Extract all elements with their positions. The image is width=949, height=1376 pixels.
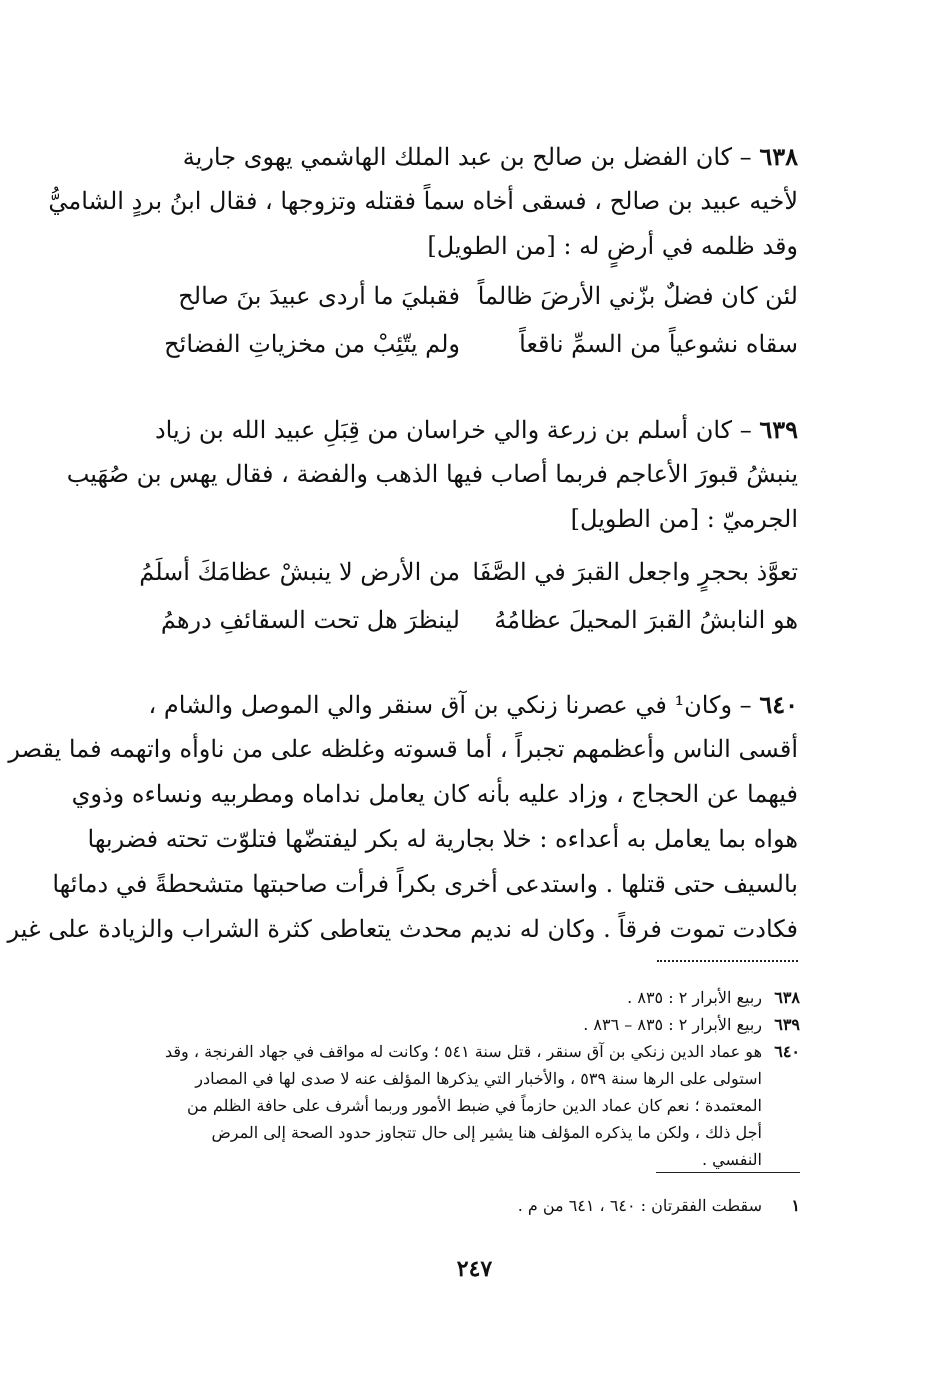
paragraph-line: فكادت تموت فرقاً . وكان له نديم محدث يتعاطى كثرة الشراب والزيادة على غير [7, 915, 798, 943]
page-number: ٢٤٧ [456, 1256, 493, 1282]
textual-apparatus [160, 1192, 800, 1219]
verse-hemistich-first: تعوَّذ بحجرٍ واجعل القبرَ في الصَّفَا [472, 558, 798, 586]
textual-note-number: ١ [791, 1196, 800, 1215]
footnote-text: هو عماد الدين زنكي بن آق سنقر ، قتل سنة ٥٤١ ؛ وكانت له مواقف في جهاد الفرنجة ، وقد استولى على الرها سنة ٥٣٩ ، والأخبار التي يذكرها المؤلف عنه لا صدى لها في المصادر المعتمدة ؛ نعم كان عماد الدين حازماً في ضبط الأمور وربما أشرف على حافة الظلم من أجل ذلك ، ولكن ما يذكره المؤلف هنا يشير إلى حال تتجاوز حدود الصحة إلى المرض النفسي . [164, 1042, 762, 1169]
verse-line [160, 606, 798, 654]
paragraph-line: ٦٣٨ – كان الفضل بن صالح بن عبد الملك الهاشمي يهوى جارية [182, 142, 798, 171]
footnote-text: ربيع الأبرار ٢ : ٨٣٥ – ٨٣٦ . [583, 1015, 762, 1034]
paragraph-line: بالسيف حتى قتلها . واستدعى أخرى بكراً فرأت صاحبتها متشحطةً في دمائها [52, 870, 798, 898]
footnote [160, 984, 800, 1011]
paragraph-line: ٦٣٩ – كان أسلم بن زرعة والي خراسان من قِبَلِ عبيد الله بن زياد [154, 415, 798, 444]
textual-note [160, 1192, 800, 1219]
paragraph-number: ٦٣٩ [759, 415, 798, 444]
verse-line [160, 330, 798, 378]
paragraph-line: ٦٤٠ – وكان¹ في عصرنا زنكي بن آق سنقر والي الموصل والشام ، [148, 690, 798, 719]
paragraph-line: أقسى الناس وأعظمهم تجبراً ، أما قسوته وغلظه على من ناوأه واتهمه فما يقصر [8, 735, 798, 763]
apparatus-separator [656, 1172, 800, 1173]
footnote-number: ٦٣٩ [774, 1015, 800, 1034]
verse-hemistich-first: سقاه نشوعياً من السمِّ ناقعاً [519, 330, 798, 358]
paragraph-number: ٦٤٠ [759, 690, 798, 719]
verse-hemistich-second: ولم يتّئِبْ من مخزياتِ الفضائح [164, 330, 460, 358]
verse-hemistich-second: لينظرَ هل تحت السقائفِ درهمُ [160, 606, 460, 634]
verse-hemistich-first: هو النابشُ القبرَ المحيلَ عظامُهُ [494, 606, 798, 634]
verse-hemistich-second: من الأرض لا ينبشْ عظامَكَ أسلَمُ [139, 558, 460, 586]
paragraph-line: هواه بما يعامل به أعداءه : خلا بجارية له بكر ليفتضّها فتلوّت تحته فضربها [87, 825, 798, 853]
footnote [160, 1011, 800, 1038]
paragraph-line: ينبشُ قبورَ الأعاجم فربما أصاب فيها الذهب والفضة ، فقال يهس بن صُهَيب [66, 460, 798, 488]
paragraph-line: فيهما عن الحجاج ، وزاد عليه بأنه كان يعامل نداماه ومطربيه ونساءه وذوي [71, 780, 798, 808]
verse-line [139, 558, 798, 606]
verse-639 [139, 558, 798, 654]
paragraph-639 [66, 407, 798, 542]
paragraph-640 [7, 682, 798, 952]
footnote-separator [657, 960, 798, 962]
paragraph-638 [48, 134, 798, 269]
footnote-text: ربيع الأبرار ٢ : ٨٣٥ . [627, 988, 762, 1007]
paragraph-line: وقد ظلمه في أرضٍ له : [من الطويل] [427, 232, 798, 260]
verse-line [160, 282, 798, 330]
verse-638 [160, 282, 798, 378]
paragraph-number: ٦٣٨ [759, 142, 798, 171]
footnote-number: ٦٣٨ [774, 988, 800, 1007]
paragraph-line: لأخيه عبيد بن صالح ، فسقى أخاه سماً فقتله وتزوجها ، فقال ابنُ بردٍ الشاميُّ [48, 187, 798, 215]
paragraph-line: الجرميّ : [من الطويل] [570, 505, 798, 533]
verse-hemistich-second: فقبليَ ما أردى عبيدَ بنَ صالح [178, 282, 460, 310]
footnotes [160, 984, 800, 1173]
footnote [160, 1038, 800, 1173]
textual-note-text: سقطت الفقرتان : ٦٤٠ ، ٦٤١ من م . [517, 1196, 762, 1215]
verse-hemistich-first: لئن كان فضلٌ بزّني الأرضَ ظالماً [477, 282, 798, 310]
footnote-number: ٦٤٠ [774, 1042, 800, 1061]
